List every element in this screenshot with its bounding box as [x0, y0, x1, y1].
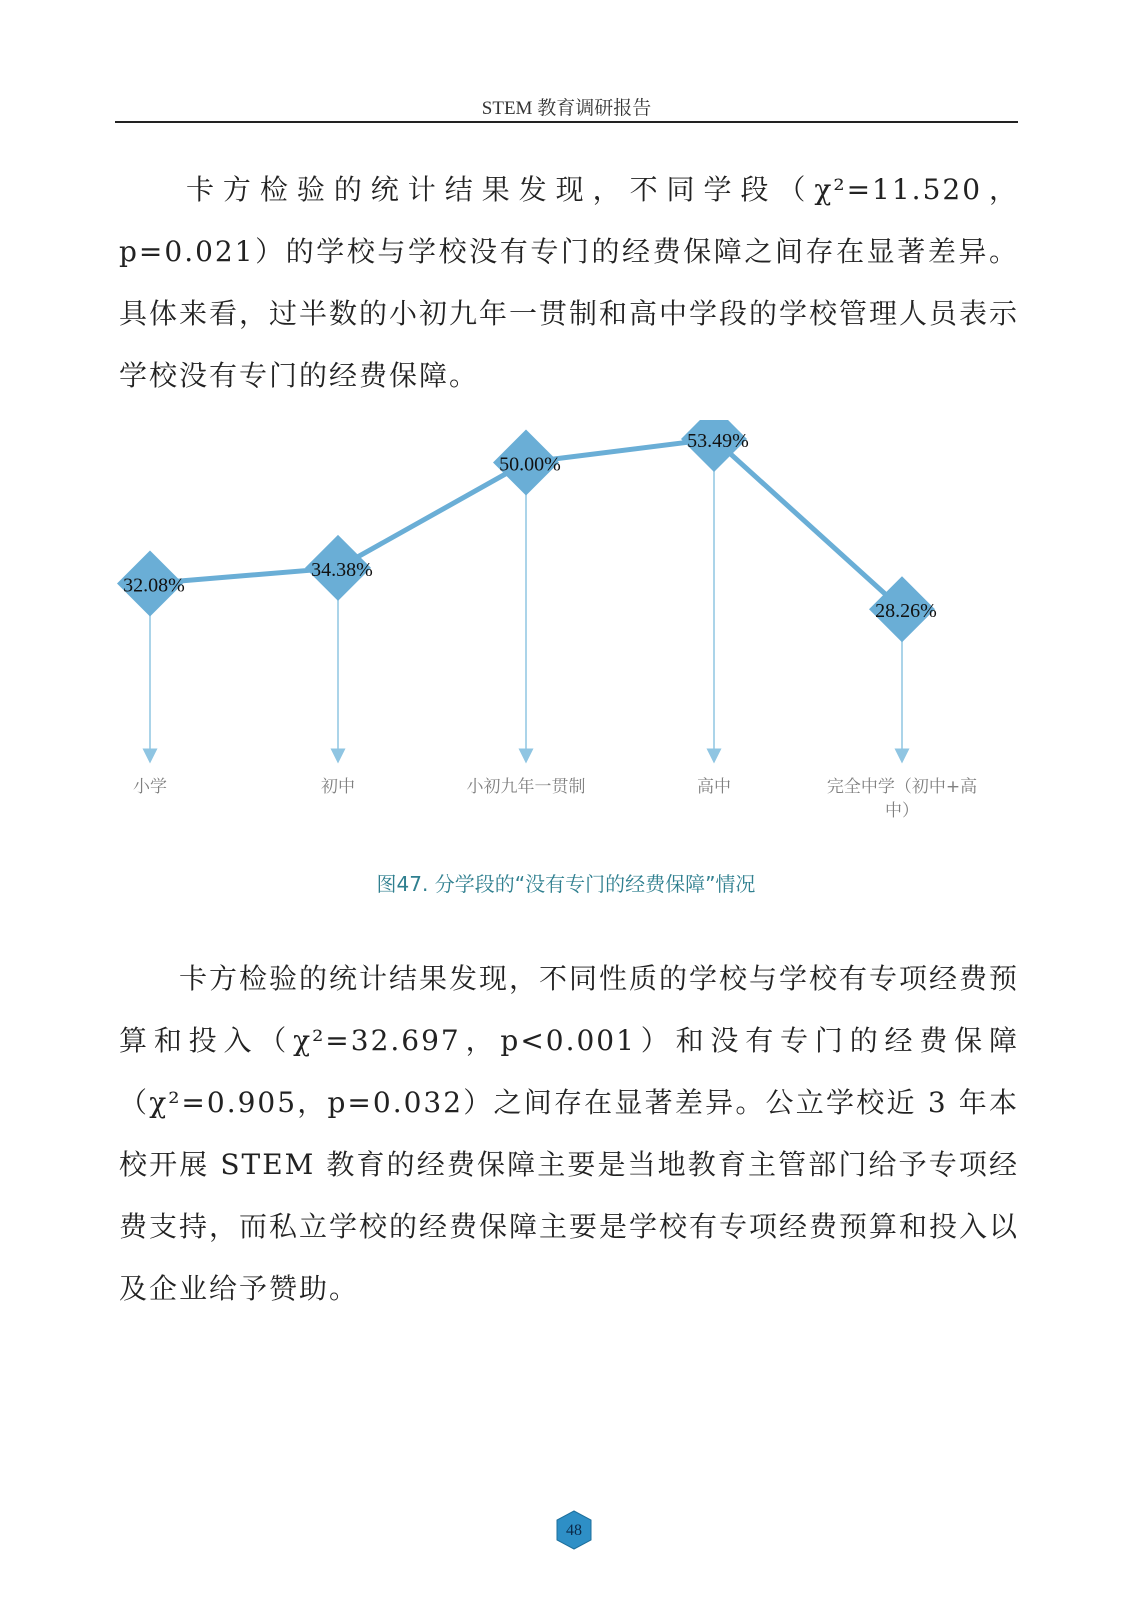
data-label-1: 32.08%	[123, 574, 185, 597]
category-label-5: 完全中学（初中+高中）	[826, 777, 978, 821]
paragraph-2-text: 卡方检验的统计结果发现，不同性质的学校与学校有专项经费预算和投入（χ²=32.697，p<0.001）和没有专门的经费保障（χ²=0.905，p=0.032）之间存在显著差异。公立学校近 3 年本校开展 STEM 教育的经费保障主要是当地教育主管部门给予专项经费支持，而私立学校的经费保障主要是学校有专项经费预算和投入以及企业给予赞助。	[119, 962, 1020, 1305]
page-number-badge	[554, 1510, 594, 1550]
figure-caption: 图47. 分学段的“没有专门的经费保障”情况	[376, 872, 756, 896]
data-label-2: 34.38%	[311, 558, 373, 581]
header-rule	[115, 121, 1018, 123]
line-chart	[100, 420, 1020, 840]
page-number: 48	[566, 1522, 582, 1539]
paragraph-2	[119, 948, 1019, 1320]
category-label-4: 高中	[697, 777, 731, 797]
category-label-3: 小初九年一贯制	[466, 777, 586, 797]
data-label-3: 50.00%	[499, 453, 561, 476]
paragraph-1-text: 卡方检验的统计结果发现，不同学段（χ²=11.520，p=0.021）的学校与学校没有专门的经费保障之间存在显著差异。具体来看，过半数的小初九年一贯制和高中学段的学校管理人员表示学校没有专门的经费保障。	[119, 173, 1020, 392]
category-label-2: 初中	[321, 777, 355, 797]
paragraph-1	[119, 159, 1019, 407]
category-label-1: 小学	[133, 777, 167, 797]
data-label-5: 28.26%	[875, 600, 937, 623]
running-header: STEM 教育调研报告	[481, 98, 652, 119]
data-label-4: 53.49%	[687, 429, 749, 452]
